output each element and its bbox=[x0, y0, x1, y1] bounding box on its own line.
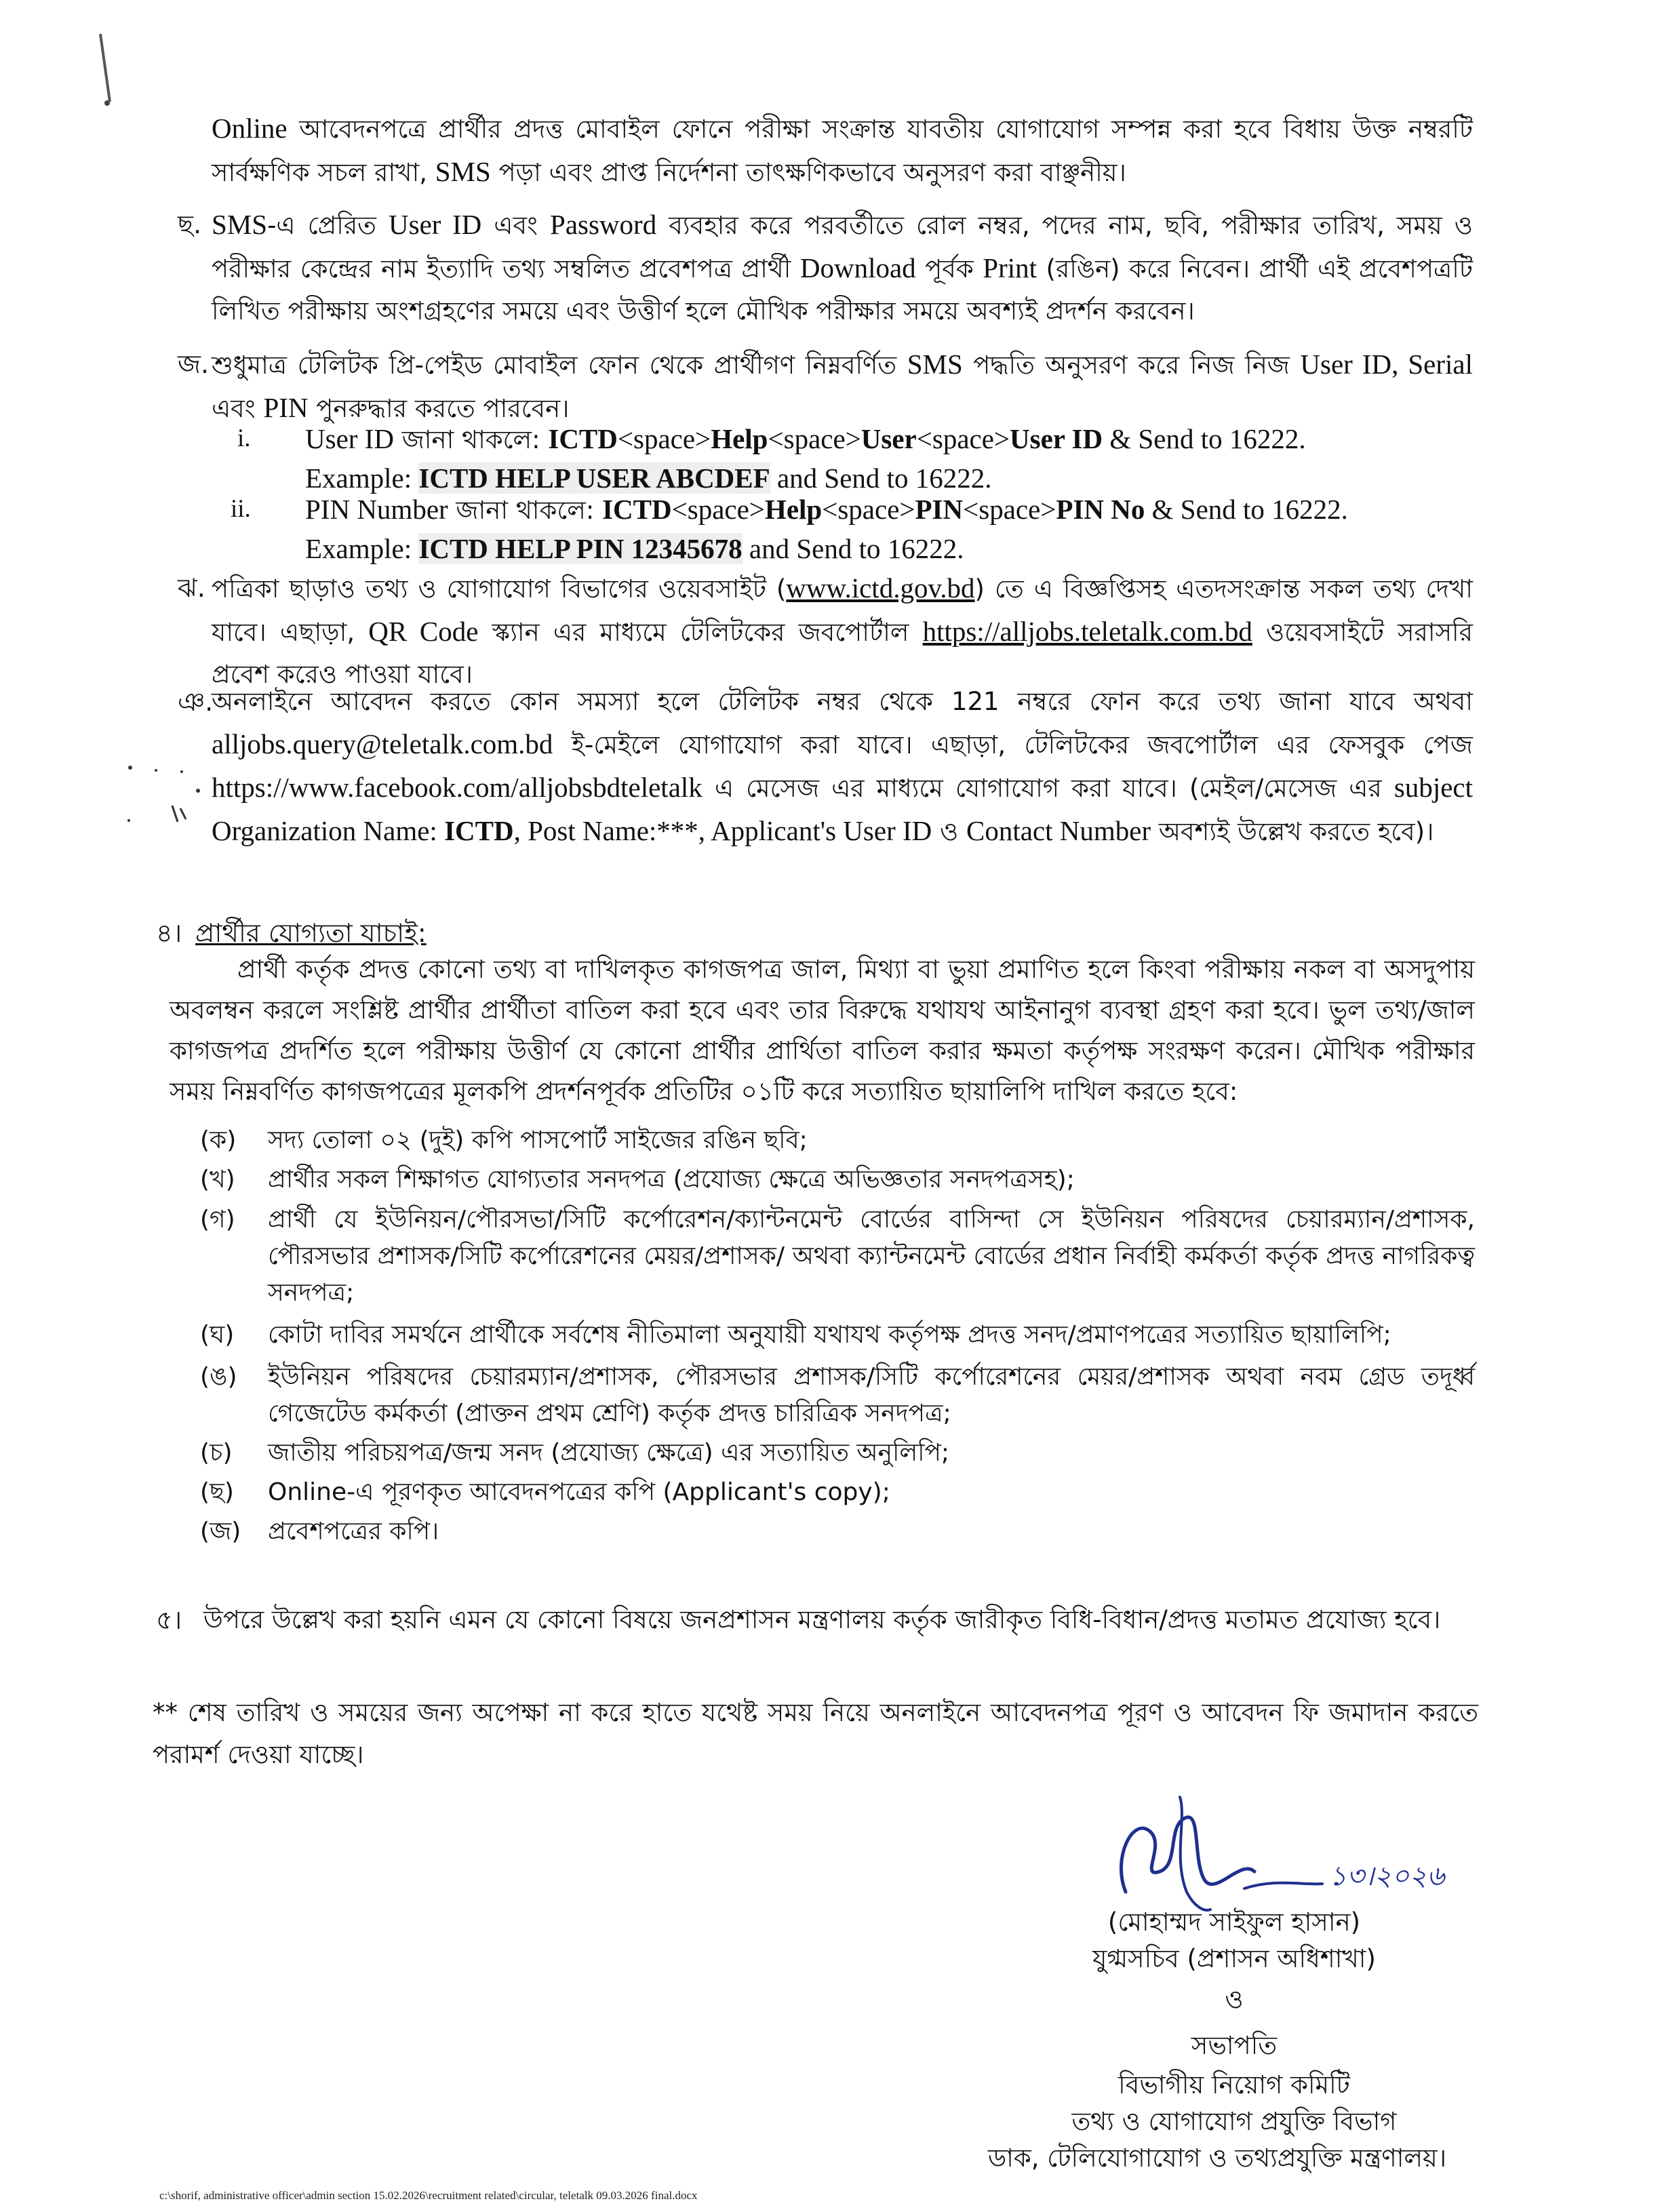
sms-text: PIN Number bbox=[305, 494, 448, 525]
committee-name: বিভাগীয় নিয়োগ কমিটি bbox=[1118, 2070, 1350, 2099]
item-text: ) তে এ বিজ্ঞপ্তিসহ এতদসংক্রান্ত সকল তথ্য দেখা যাবে। এছাড়া, bbox=[212, 574, 1473, 647]
sms-keyword: PIN No bbox=[1056, 494, 1145, 525]
example-label: Example: bbox=[305, 533, 419, 564]
teletalk-jobportal-link[interactable]: https://alljobs.teletalk.com.bd bbox=[922, 616, 1252, 647]
item-word: Download bbox=[799, 252, 916, 283]
item-text: -এ প্রেরিত bbox=[267, 211, 389, 240]
item-text: ব্যবহার করে পরবর্তীতে রোল নম্বর, পদের নাম, ছবি, পরীক্ষার তারিখ, সময় ও পরীক্ষার কেন্দ্রের নাম ইত্যাদি তথ্য সম্বলিত প্রবেশপত্র প্রার্থী bbox=[212, 211, 1473, 283]
item-text: ও bbox=[932, 817, 966, 846]
item-text: ই-মেইলে যোগাযোগ করা যাবে। এছাড়া, টেলিটকের জবপোর্টাল এর ফেসবুক পেজ bbox=[553, 730, 1473, 759]
item-marker: ঝ. bbox=[178, 573, 205, 603]
item-word: User ID bbox=[389, 209, 482, 240]
item-marker: জ. bbox=[178, 349, 210, 379]
facebook-page-link[interactable]: https://www.facebook.com/alljobsbdteletalk bbox=[212, 772, 703, 803]
sms-space: <space> bbox=[671, 494, 765, 525]
sms-space: <space> bbox=[768, 423, 861, 454]
sms-text: & Send to 16222. bbox=[1103, 423, 1306, 454]
list-item: Online-এ পূরণকৃত আবেদনপত্রের কপি (Applicant's copy); bbox=[268, 1478, 890, 1506]
sms-space: <space> bbox=[916, 423, 1010, 454]
sms-example-line bbox=[305, 529, 964, 570]
signature-date: ১৩।২০২৬ bbox=[1329, 1861, 1445, 1892]
item-word: Contact Number bbox=[966, 815, 1151, 846]
list-item: প্রার্থীর সকল শিক্ষাগত যোগ্যতার সনদপত্র (প্রযোজ্য ক্ষেত্রে অভিজ্ঞতার সনদপত্রসহ); bbox=[268, 1166, 1075, 1193]
sms-keyword: Help bbox=[711, 423, 768, 454]
item-text: অবশ্যই উল্লেখ করতে হবে)। bbox=[1151, 817, 1434, 846]
item-nya-paragraph bbox=[212, 681, 1473, 853]
signatory-role: সভাপতি bbox=[1191, 2031, 1278, 2060]
example-tail: and Send to 16222. bbox=[742, 533, 964, 564]
item-word: subject Organization Name: bbox=[212, 772, 1473, 846]
item-cha-paragraph bbox=[212, 203, 1473, 332]
item-text: (রঙিন) করে নিবেন। প্রার্থী এই প্রবেশপত্রটি লিখিত পরীক্ষায় অংশগ্রহণের সময়ে এবং উত্তীর্ণ হলে মৌখিক পরীক্ষার সময়ে অবশ্যই প্রদর্শন করবেন। bbox=[212, 254, 1473, 325]
support-email[interactable]: alljobs.query@teletalk.com.bd bbox=[212, 728, 553, 759]
list-label: (জ) bbox=[200, 1518, 241, 1545]
list-label: (খ) bbox=[200, 1166, 235, 1193]
item-word: , Post Name:***, Applicant's User ID bbox=[513, 815, 932, 846]
division-name: তথ্য ও যোগাযোগ প্রযুক্তি বিভাগ bbox=[1071, 2107, 1397, 2136]
item-text: শুধুমাত্র টেলিটক প্রি-পেইড মোবাইল ফোন থেকে প্রার্থীগণ নিম্নবর্ণিত bbox=[212, 351, 907, 380]
sms-keyword: User ID bbox=[1010, 423, 1103, 454]
sub-item-number: ii. bbox=[231, 495, 251, 523]
item-text: এবং bbox=[481, 211, 551, 240]
item-text: এ মেসেজ এর মাধ্যমে যোগাযোগ করা যাবে। (মেইল/মেসেজ এর bbox=[702, 774, 1394, 803]
item-marker: ছ. bbox=[178, 210, 202, 239]
item-text: অনলাইনে আবেদন করতে কোন সমস্যা হলে টেলিটক নম্বর থেকে 121 নম্বরে ফোন করে তথ্য জানা যাবে অথবা bbox=[212, 687, 1473, 716]
intro-text: আবেদনপত্রে প্রার্থীর প্রদত্ত মোবাইল ফোনে পরীক্ষা সংক্রান্ত যাবতীয় যোগাযোগ সম্পন্ন করা হবে বিধায় উক্ত নম্বরটি সার্বক্ষণিক সচল রাখা, bbox=[212, 115, 1473, 187]
item-text: পূর্বক bbox=[915, 254, 983, 283]
list-label: (ঘ) bbox=[200, 1321, 235, 1349]
list-label: (ক) bbox=[200, 1126, 237, 1154]
scan-specks bbox=[122, 759, 217, 834]
sms-space: <space> bbox=[822, 494, 915, 525]
item-ja-paragraph bbox=[212, 343, 1473, 430]
scan-edge-mark bbox=[95, 27, 122, 108]
item-jha-paragraph bbox=[212, 567, 1473, 696]
item-word: User ID, Serial bbox=[1300, 349, 1473, 380]
sms-text: জানা থাকলে: bbox=[448, 496, 603, 525]
sms-format-line bbox=[305, 419, 1306, 460]
signatory-name: (মোহাম্মদ সাইফুল হাসান) bbox=[1107, 1908, 1361, 1937]
sms-format-line bbox=[305, 490, 1348, 530]
list-label: (চ) bbox=[200, 1439, 233, 1467]
intro-word: Online bbox=[212, 113, 288, 144]
footer-file-path: c:\shorif, administrative officer\admin section 15.02.2026\recruitment related\circular, teletalk 09.03.2026 final.docx bbox=[159, 2189, 698, 2202]
signatory-conjunction: ও bbox=[1225, 1985, 1244, 2014]
item-word: SMS bbox=[212, 209, 268, 240]
sms-keyword: ICTD bbox=[548, 423, 618, 454]
section5-text: উপরে উল্লেখ করা হয়নি এমন যে কোনো বিষয়ে জনপ্রশাসন মন্ত্রণালয় কর্তৃক জারীকৃত বিধি-বিধান/প্রদত্ত মতামত প্রযোজ্য হবে। bbox=[203, 1605, 1441, 1634]
list-label: (ঙ) bbox=[200, 1363, 237, 1391]
example-code: ICTD HELP PIN 12345678 bbox=[418, 533, 743, 564]
sms-space: <space> bbox=[963, 494, 1056, 525]
list-item: কোটা দাবির সমর্থনে প্রার্থীকে সর্বশেষ নীতিমালা অনুযায়ী যথাযথ কর্তৃপক্ষ প্রদত্ত সনদ/প্রমাণপত্রের সত্যায়িত ছায়ালিপি; bbox=[268, 1321, 1391, 1349]
item-text: পুনরুদ্ধার করতে পারবেন। bbox=[308, 394, 570, 423]
item-word: SMS bbox=[907, 349, 963, 380]
intro-word: SMS bbox=[435, 156, 491, 187]
section-heading: প্রার্থীর যোগ্যতা যাচাই: bbox=[195, 918, 427, 948]
section-number: ৫। bbox=[156, 1605, 182, 1635]
list-item: সদ্য তোলা ০২ (দুই) কপি পাসপোর্ট সাইজের রঙিন ছবি; bbox=[268, 1126, 808, 1154]
advisory-note: ** শেষ তারিখ ও সময়ের জন্য অপেক্ষা না করে হাতে যথেষ্ট সময় নিয়ে অনলাইনে আবেদনপত্র পূরণ ও আবেদন ফি জমাদান করতে পরামর্শ দেওয়া যাচ্ছে। bbox=[153, 1698, 1478, 1769]
sms-space: <space> bbox=[617, 423, 711, 454]
list-item: প্রবেশপত্রের কপি। bbox=[268, 1518, 439, 1545]
ictd-website-link[interactable]: www.ictd.gov.bd bbox=[786, 572, 975, 604]
signatory-title: যুগ্মসচিব (প্রশাসন অধিশাখা) bbox=[1092, 1944, 1376, 1973]
sms-keyword: User bbox=[860, 423, 917, 454]
example-code: ICTD HELP USER ABCDEF bbox=[418, 462, 770, 494]
sms-text: জানা থাকলে: bbox=[393, 425, 549, 454]
sms-keyword: PIN bbox=[915, 494, 964, 525]
sms-text: & Send to 16222. bbox=[1145, 494, 1348, 525]
item-word: PIN bbox=[263, 392, 309, 423]
list-item: ইউনিয়ন পরিষদের চেয়ারম্যান/প্রশাসক, পৌরসভার প্রশাসক/সিটি কর্পোরেশনের মেয়র/প্রশাসক অথবা নবম গ্রেড তদূর্ধ্ব গেজেটেড কর্মকর্তা (প্রাক্তন প্রথম শ্রেণি) কর্তৃক প্রদত্ত চারিত্রিক সনদপত্র; bbox=[268, 1363, 1475, 1427]
item-marker: ঞ. bbox=[178, 687, 214, 717]
item-word: QR Code bbox=[368, 616, 479, 647]
ministry-name: ডাক, টেলিযোগাযোগ ও তথ্যপ্রযুক্তি মন্ত্রণালয়। bbox=[987, 2144, 1447, 2173]
intro-paragraph bbox=[212, 107, 1473, 194]
item-word: Print bbox=[983, 252, 1037, 283]
item-text: পদ্ধতি অনুসরণ করে নিজ নিজ bbox=[962, 351, 1301, 380]
list-item: প্রার্থী যে ইউনিয়ন/পৌরসভা/সিটি কর্পোরেশন/ক্যান্টনমেন্ট বোর্ডের বাসিন্দা সে ইউনিয়ন পরিষদের চেয়ারম্যান/প্রশাসক, পৌরসভার প্রশাসক/সিটি কর্পোরেশনের মেয়র/প্রশাসক/ অথবা ক্যান্টনমেন্ট বোর্ডের প্রধান নির্বাহী কর্মকর্তা কর্তৃক প্রদত্ত নাগরিকত্ব সনদপত্র; bbox=[268, 1206, 1475, 1307]
list-label: (গ) bbox=[200, 1206, 235, 1233]
sms-keyword: ICTD bbox=[602, 494, 672, 525]
item-word: ICTD bbox=[444, 815, 514, 846]
section4-body: প্রার্থী কর্তৃক প্রদত্ত কোনো তথ্য বা দাখিলকৃত কাগজপত্র জাল, মিথ্যা বা ভুয়া প্রমাণিত হলে কিংবা পরীক্ষায় নকল বা অসদুপায় অবলম্বন করলে সংশ্লিষ্ট প্রার্থীর প্রার্থীতা বাতিল করা হবে এবং তার বিরুদ্ধে যথাযথ আইনানুগ ব্যবস্থা গ্রহণ করা হবে। ভুল তথ্য/জাল কাগজপত্র প্রদর্শিত হলে পরীক্ষায় উত্তীর্ণ যে কোনো প্রার্থীর প্রার্থিতা বাতিল করার ক্ষমতা কর্তৃপক্ষ সংরক্ষণ করেন। মৌখিক পরীক্ষার সময় নিম্নবর্ণিত কাগজপত্রের মূলকপি প্রদর্শনপূর্বক প্রতিটির ০১টি করে সত্যায়িত ছায়ালিপি দাখিল করতে হবে: bbox=[170, 955, 1475, 1106]
list-label: (ছ) bbox=[200, 1478, 234, 1506]
sms-keyword: Help bbox=[764, 494, 823, 525]
item-text: পত্রিকা ছাড়াও তথ্য ও যোগাযোগ বিভাগের ওয়েবসাইট ( bbox=[212, 574, 787, 604]
list-item: জাতীয় পরিচয়পত্র/জন্ম সনদ (প্রযোজ্য ক্ষেত্রে) এর সত্যায়িত অনুলিপি; bbox=[268, 1439, 950, 1467]
item-word: Password bbox=[550, 209, 657, 240]
example-label: Example: bbox=[305, 462, 419, 494]
example-tail: and Send to 16222. bbox=[770, 462, 992, 494]
sub-item-number: i. bbox=[237, 424, 251, 452]
intro-text: পড়া এবং প্রাপ্ত নির্দেশনা তাৎক্ষণিকভাবে অনুসরণ করা বাঞ্ছনীয়। bbox=[490, 158, 1126, 187]
sms-text: User ID bbox=[305, 423, 394, 454]
item-text: এবং bbox=[212, 394, 264, 423]
item-text: ওয়েবসাইটে সরাসরি প্রবেশ করেও পাওয়া যাবে। bbox=[212, 618, 1473, 689]
section-number: ৪। bbox=[156, 918, 182, 948]
item-text: স্ক্যান এর মাধ্যমে টেলিটকের জবপোর্টাল bbox=[478, 618, 923, 647]
